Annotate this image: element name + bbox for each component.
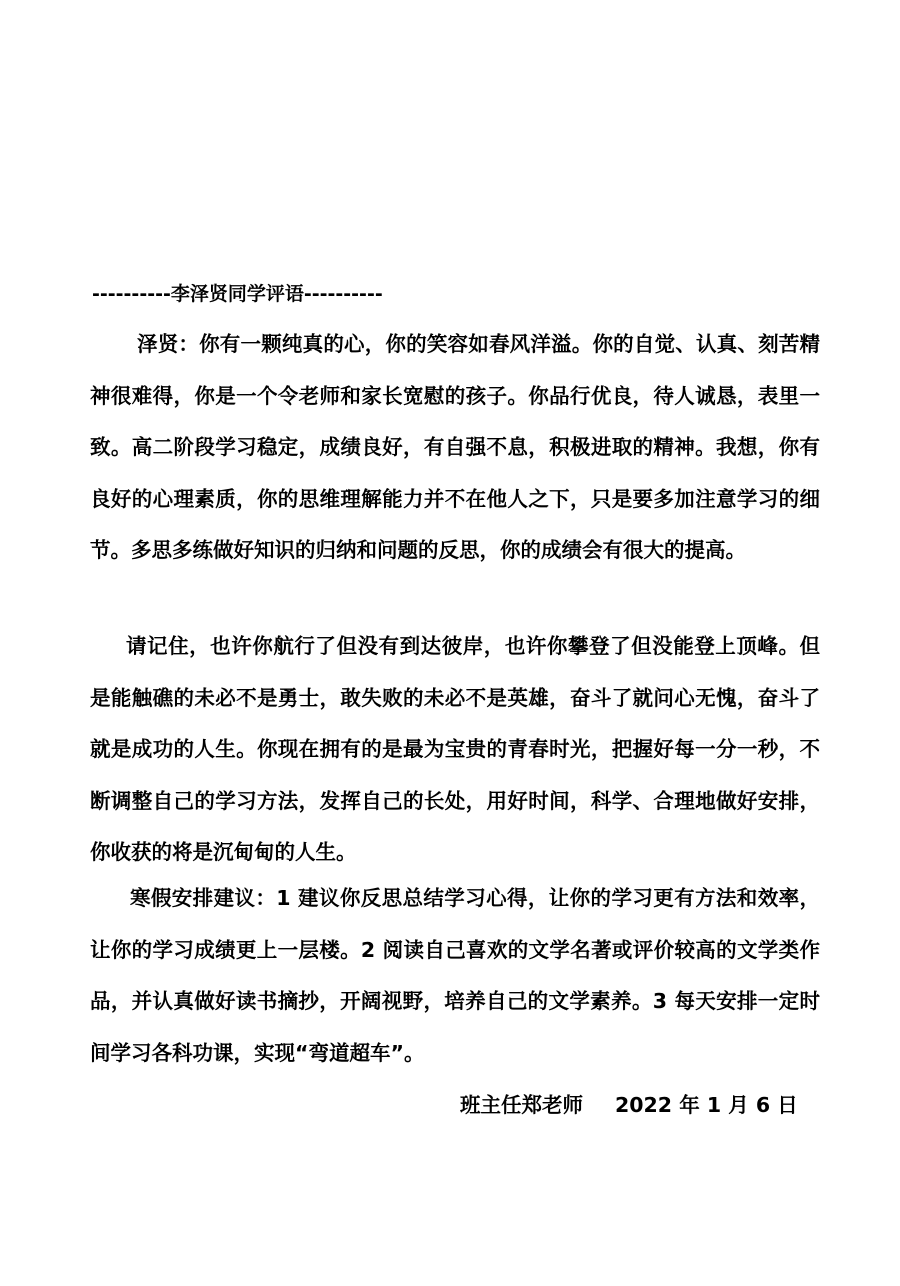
comment-paragraph-2: 请记住，也许你航行了但没有到达彼岸，也许你攀登了但没能登上顶峰。但是能触礁的未必不是勇士，敢失败的未必不是英雄，奋斗了就问心无愧，奋斗了就是成功的人生。你现在拥有的是最为宝贵的青春时光，把握好每一分一秒，不断调整自己的学习方法，发挥自己的长处，用好时间，科学、合理地做好安排，你收获的将是沉甸甸的人生。 [90,634,820,864]
teacher-signature: 班主任郑老师 [460,1093,583,1117]
signature-line [460,1089,798,1121]
winter-break-suggestions-paragraph: 寒假安排建议：1 建议你反思总结学习心得，让你的学习更有方法和效率，让你的学习成绩更上一层楼。2 阅读自己喜欢的文学名著或评价较高的文学类作品，并认真做好读书摘抄，开阔视野，培养自己的文学素养。3 每天安排一定时间学习各科功课，实现“弯道超车”。 [90,886,820,1065]
document-title: ----------李泽贤同学评语---------- [92,283,383,305]
signature-date: 2022 年 1 月 6 日 [615,1093,798,1117]
comment-paragraph-1: 泽贤：你有一颗纯真的心，你的笑容如春风洋溢。你的自觉、认真、刻苦精神很难得，你是一个令老师和家长宽慰的孩子。你品行优良，待人诚恳，表里一致。高二阶段学习稳定，成绩良好，有自强不息，积极进取的精神。我想，你有良好的心理素质，你的思维理解能力并不在他人之下，只是要多加注意学习的细节。多思多练做好知识的归纳和问题的反思，你的成绩会有很大的提高。 [90,332,820,562]
